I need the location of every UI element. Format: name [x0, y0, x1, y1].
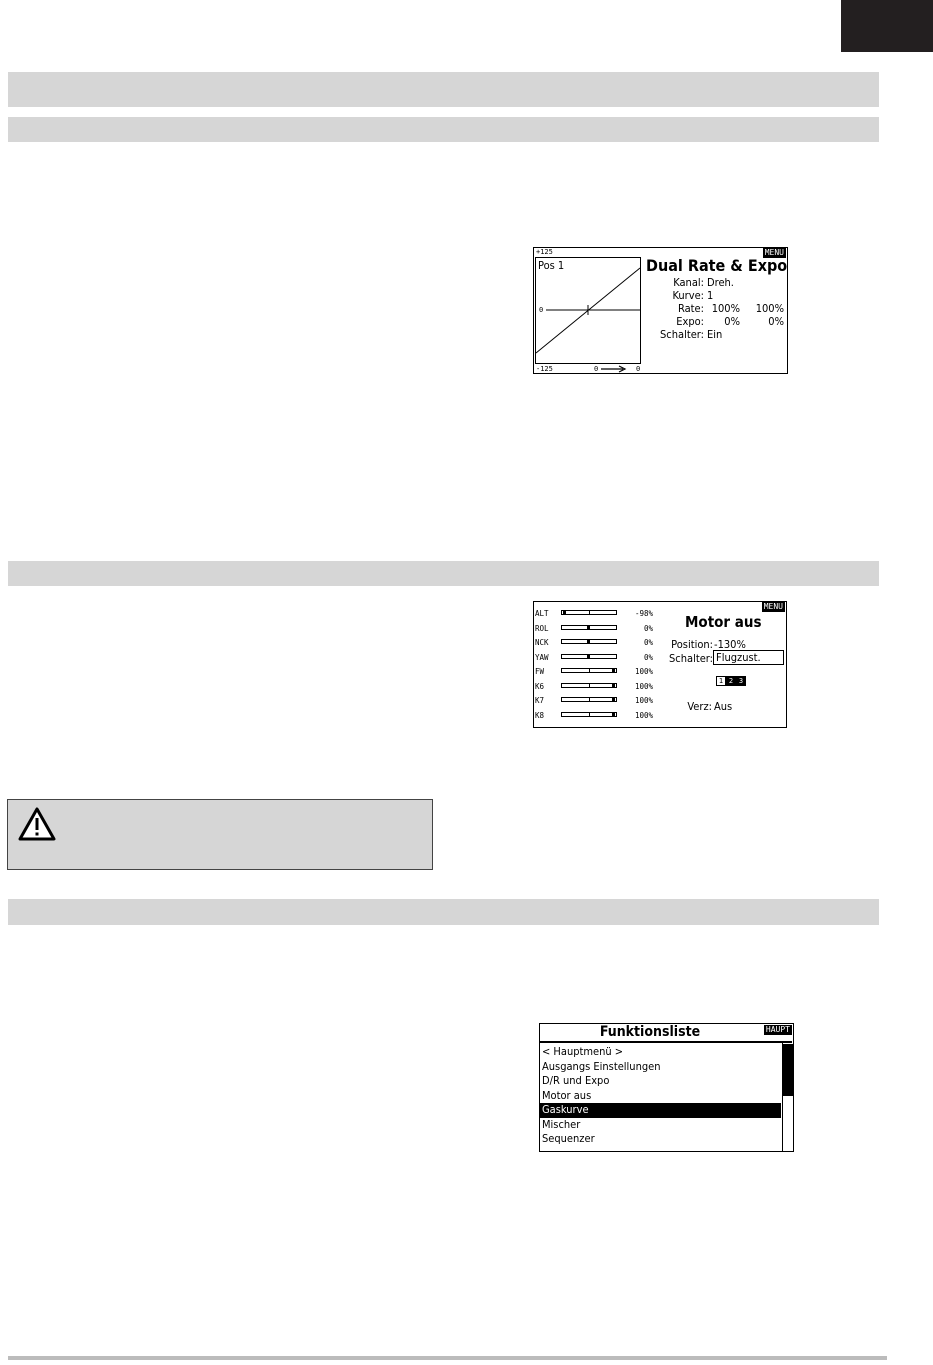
channel-marker [587, 625, 590, 630]
scrollbar-thumb[interactable] [783, 1044, 793, 1096]
channel-center-tick [589, 684, 590, 687]
position-value: -130% [714, 638, 746, 651]
chapter-tab [841, 0, 933, 52]
channel-bar [561, 668, 617, 673]
channel-marker [612, 668, 615, 673]
menu-item[interactable]: Ausgangs Einstellungen [542, 1059, 661, 1073]
scale-top-label: +125 [536, 248, 553, 256]
menu-item[interactable]: D/R und Expo [542, 1074, 610, 1087]
arrow-right-icon [601, 365, 627, 373]
state-2: 2 [726, 676, 736, 686]
scale-bottom-right: 0 [636, 365, 641, 373]
function-list-screen [539, 1023, 794, 1152]
title-divider [540, 1041, 792, 1043]
state-1: 1 [716, 676, 726, 686]
channel-row [535, 622, 655, 637]
flight-state-indicator [716, 670, 746, 688]
settings-row: Schalter: Ein [660, 328, 723, 341]
channel-row [535, 607, 655, 622]
channel-name: K7 [535, 696, 545, 705]
motor-off-screen [533, 601, 787, 728]
channel-marker [612, 683, 615, 688]
channel-value: 100% [634, 681, 653, 691]
channel-bar [561, 639, 617, 644]
scale-bottom-zero: 0 [594, 365, 599, 373]
menu-tag: MENU [764, 248, 784, 257]
channel-center-tick [589, 669, 590, 672]
channel-marker [587, 639, 590, 644]
channel-value: 0% [643, 623, 653, 633]
channel-bar [561, 697, 617, 702]
channel-marker [612, 697, 615, 702]
channel-center-tick [589, 698, 590, 701]
channel-value: 100% [634, 667, 653, 676]
channel-name: ALT [535, 609, 549, 618]
channel-row [535, 709, 655, 724]
menu-item[interactable]: Motor aus [542, 1088, 592, 1102]
screen-title: Funktionsliste [599, 1024, 701, 1040]
channel-row [535, 680, 655, 695]
delay-value: Aus [714, 700, 733, 713]
menu-item-selected[interactable]: Gaskurve [540, 1103, 781, 1118]
footer-rule [8, 1356, 887, 1360]
channel-value: 0% [643, 638, 653, 647]
channel-marker [612, 712, 615, 717]
settings-list [646, 276, 786, 341]
channel-marker [587, 654, 590, 659]
settings-row: Kurve: 1 [672, 289, 714, 302]
dual-rate-expo-screen [533, 247, 788, 374]
section-header-bar [8, 72, 879, 107]
channel-name: K6 [535, 681, 545, 691]
main-menu-tag: HAUPT [765, 1025, 790, 1034]
channel-bar [561, 683, 617, 688]
channel-monitor [535, 607, 655, 723]
subsection-header-bar [8, 899, 879, 925]
channel-row [535, 636, 655, 651]
channel-value: 100% [634, 696, 653, 705]
subsection-header-bar [8, 561, 879, 586]
warning-box [7, 799, 433, 870]
position-label: Pos 1 [538, 259, 565, 272]
channel-name: YAW [535, 652, 549, 662]
switch-select[interactable]: Flugzust. [713, 650, 784, 665]
menu-item[interactable]: < Hauptmenü > [542, 1045, 624, 1058]
channel-name: ROL [535, 623, 549, 633]
channel-value: -98% [634, 609, 653, 618]
function-list [540, 1045, 781, 1147]
menu-item[interactable]: Sequenzer [542, 1132, 595, 1145]
channel-bar [561, 712, 617, 717]
delay-label: Verz: [687, 700, 712, 713]
channel-name: FW [535, 667, 545, 676]
channel-name: NCK [535, 638, 549, 647]
channel-marker [563, 610, 566, 615]
channel-name: K8 [535, 710, 545, 720]
channel-bar [561, 625, 617, 630]
warning-icon [18, 807, 56, 841]
channel-row [535, 665, 655, 680]
channel-value: 100% [634, 710, 653, 720]
switch-label: Schalter: [669, 652, 713, 665]
channel-value: 0% [643, 652, 653, 662]
channel-row [535, 694, 655, 709]
settings-row: Rate: 100% 100% [677, 302, 784, 315]
channel-bar [561, 610, 617, 615]
state-3: 3 [736, 676, 746, 686]
channel-bar [561, 654, 617, 659]
position-label: Position: [671, 638, 713, 651]
expo-curve [536, 258, 640, 363]
menu-tag: MENU [763, 602, 783, 611]
channel-center-tick [589, 713, 590, 716]
screen-title: Motor aus [685, 613, 762, 631]
channel-row [535, 651, 655, 666]
channel-center-tick [589, 611, 590, 614]
scale-bottom-label: -125 [536, 365, 553, 373]
subsection-header-bar [8, 117, 879, 142]
settings-row: Kanal: Dreh. [673, 276, 734, 289]
screen-title: Dual Rate & Expo [646, 256, 788, 275]
menu-item[interactable]: Mischer [542, 1117, 581, 1131]
curve-graph [535, 257, 641, 364]
graph-zero-label: 0 [539, 306, 544, 314]
settings-row: Expo: 0% 0% [676, 315, 784, 328]
